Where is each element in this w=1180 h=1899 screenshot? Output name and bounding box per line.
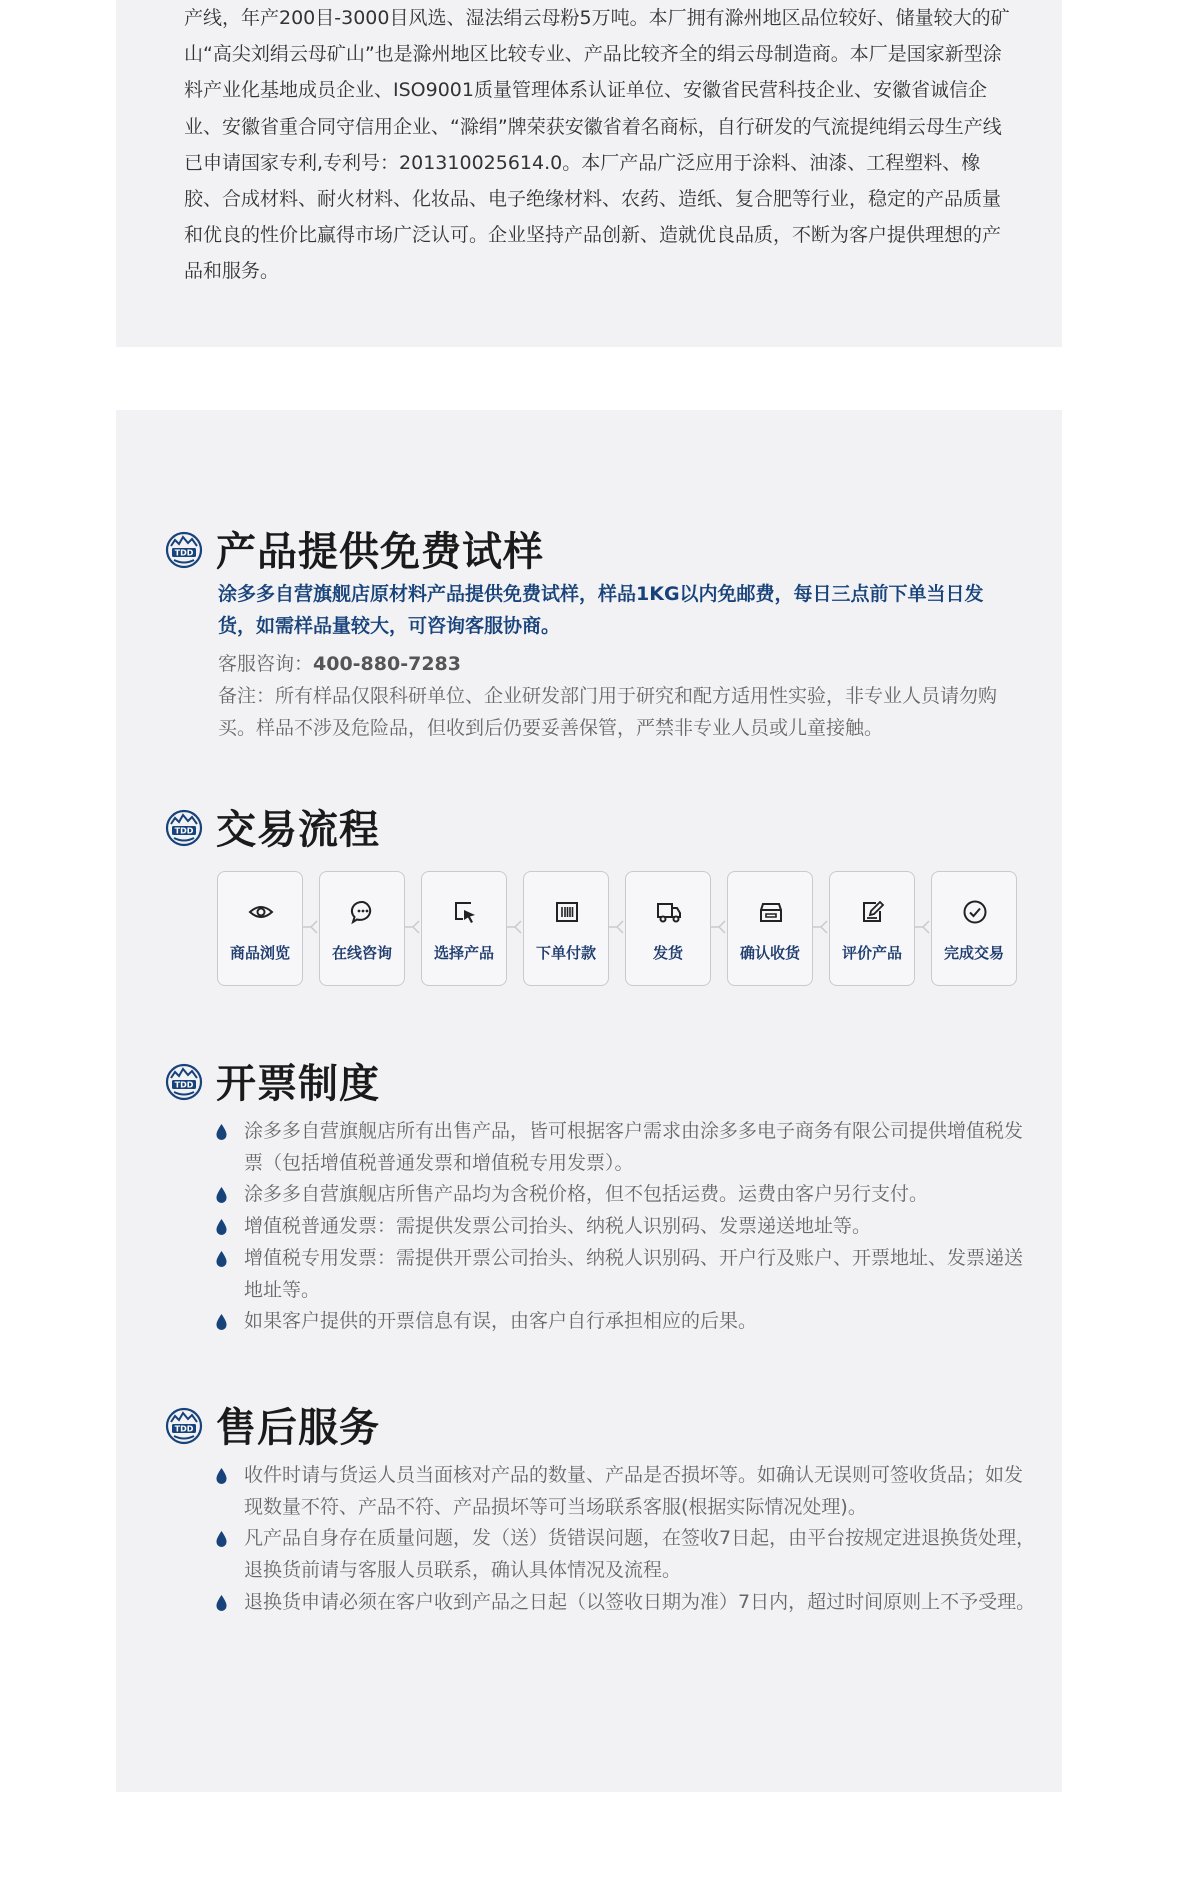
list-item: 退换货申请必须在客户收到产品之日起（以签收日期为准）7日内，超过时间原则上不予受理。 <box>216 1587 1036 1619</box>
aftersale-section-header <box>164 1396 380 1453</box>
water-drop-icon <box>216 1314 227 1330</box>
intro-panel <box>116 0 1062 347</box>
list-item: 增值税普通发票：需提供发票公司抬头、纳税人识别码、发票递送地址等。 <box>216 1211 1036 1243</box>
flow-step-ship <box>625 871 711 986</box>
delivery-truck-icon <box>655 898 683 926</box>
aftersale-list <box>216 1460 1036 1619</box>
list-item: 涂多多自营旗舰店所有出售产品，皆可根据客户需求由涂多多电子商务有限公司提供增值税发票（包括增值税普通发票和增值税专用发票）。 <box>216 1116 1036 1179</box>
trade-flow <box>217 871 1027 988</box>
water-drop-icon <box>216 1124 227 1140</box>
sample-title: 产品提供免费试样 <box>216 529 544 575</box>
flow-step-receive <box>727 871 813 986</box>
intro-text: 产线，年产200目-3000目风选、湿法绢云母粉5万吨。本厂拥有滁州地区品位较好、储量较大的矿山“高尖刘绢云母矿山”也是滁州地区比较专业、产品比较齐全的绢云母制造商。本厂是国家新型涂料产业化基地成员企业、ISO9001质量管理体系认证单位、安徽省民营科技企业、安徽省诚信企业、安徽省重合同守信用企业、“滁绢”牌荣获安徽省着名商标，自行研发的气流提纯绢云母生产线已申请国家专利,专利号：201310025614.0。本厂产品广泛应用于涂料、油漆、工程塑料、橡胶、合成材料、耐火材料、化妆品、电子绝缘材料、农药、造纸、复合肥等行业，稳定的产品质量和优良的性价比赢得市场广泛认可。企业坚持产品创新、造就优良品质，不断为客户提供理想的产品和服务。 <box>184 7 1010 283</box>
tdd-logo-icon <box>164 807 204 847</box>
flow-step-label: 评价产品 <box>841 944 902 962</box>
sample-note: 备注：所有样品仅限科研单位、企业研发部门用于研究和配方适用性实验，非专业人员请勿购买。样品不涉及危险品，但收到后仍要妥善保管，严禁非专业人员或儿童接触。 <box>218 685 998 739</box>
flow-step-label: 确认收货 <box>739 944 800 962</box>
sample-lead-text: 涂多多自营旗舰店原材料产品提供免费试样，样品1KG以内免邮费，每日三点前下单当日发货，如需样品量较大，可咨询客服协商。 <box>218 583 984 637</box>
hotline-number[interactable]: 400-880-7283 <box>313 653 461 675</box>
inbox-icon <box>757 898 785 926</box>
svg-text:TDD: TDD <box>174 1080 194 1089</box>
info-panel <box>116 410 1062 1792</box>
water-drop-icon <box>216 1219 227 1235</box>
flow-arrow-icon <box>609 909 625 945</box>
flow-arrow-icon <box>303 909 319 945</box>
flow-section-header <box>164 798 380 855</box>
barcode-icon <box>553 898 581 926</box>
flow-title: 交易流程 <box>216 807 380 853</box>
svg-text:TDD: TDD <box>174 826 194 835</box>
invoice-list <box>216 1116 1036 1338</box>
invoice-title: 开票制度 <box>216 1061 380 1107</box>
check-circle-icon <box>961 898 989 926</box>
flow-step-label: 在线咨询 <box>331 944 392 962</box>
flow-step-review <box>829 871 915 986</box>
flow-step-select <box>421 871 507 986</box>
list-item: 涂多多自营旗舰店所售产品均为含税价格，但不包括运费。运费由客户另行支付。 <box>216 1179 1036 1211</box>
flow-step-pay <box>523 871 609 986</box>
flow-arrow-icon <box>813 909 829 945</box>
eye-icon <box>247 898 275 926</box>
chat-icon <box>349 898 377 926</box>
list-item: 如果客户提供的开票信息有误，由客户自行承担相应的后果。 <box>216 1306 1036 1338</box>
flow-arrow-icon <box>915 909 931 945</box>
flow-step-consult <box>319 871 405 986</box>
cursor-select-icon <box>451 898 479 926</box>
flow-arrow-icon <box>507 909 523 945</box>
water-drop-icon <box>216 1468 227 1484</box>
aftersale-title: 售后服务 <box>216 1405 380 1451</box>
tdd-logo-icon <box>164 1405 204 1445</box>
flow-step-complete <box>931 871 1017 986</box>
flow-step-label: 商品浏览 <box>229 944 290 962</box>
flow-arrow-icon <box>711 909 727 945</box>
water-drop-icon <box>216 1251 227 1267</box>
flow-step-label: 选择产品 <box>433 944 494 962</box>
flow-step-browse <box>217 871 303 986</box>
tdd-logo-icon <box>164 1061 204 1101</box>
list-item: 增值税专用发票：需提供开票公司抬头、纳税人识别码、开户行及账户、开票地址、发票递送地址等。 <box>216 1243 1036 1306</box>
edit-review-icon <box>859 898 887 926</box>
svg-text:TDD: TDD <box>174 548 194 557</box>
tdd-logo-icon <box>164 529 204 569</box>
flow-step-label: 下单付款 <box>535 944 596 962</box>
flow-arrow-icon <box>405 909 421 945</box>
water-drop-icon <box>216 1595 227 1611</box>
list-item: 收件时请与货运人员当面核对产品的数量、产品是否损坏等。如确认无误则可签收货品；如发现数量不符、产品不符、产品损坏等可当场联系客服(根据实际情况处理)。 <box>216 1460 1036 1523</box>
flow-step-label: 发货 <box>652 944 683 962</box>
svg-text:TDD: TDD <box>174 1424 194 1433</box>
hotline <box>218 648 461 680</box>
sample-section-header <box>164 520 544 577</box>
list-item: 凡产品自身存在质量问题，发（送）货错误问题，在签收7日起，由平台按规定进退换货处理，退换货前请与客服人员联系，确认具体情况及流程。 <box>216 1523 1036 1586</box>
water-drop-icon <box>216 1187 227 1203</box>
water-drop-icon <box>216 1531 227 1547</box>
invoice-section-header <box>164 1052 380 1109</box>
hotline-label: 客服咨询： <box>218 653 314 675</box>
flow-step-label: 完成交易 <box>943 944 1004 962</box>
